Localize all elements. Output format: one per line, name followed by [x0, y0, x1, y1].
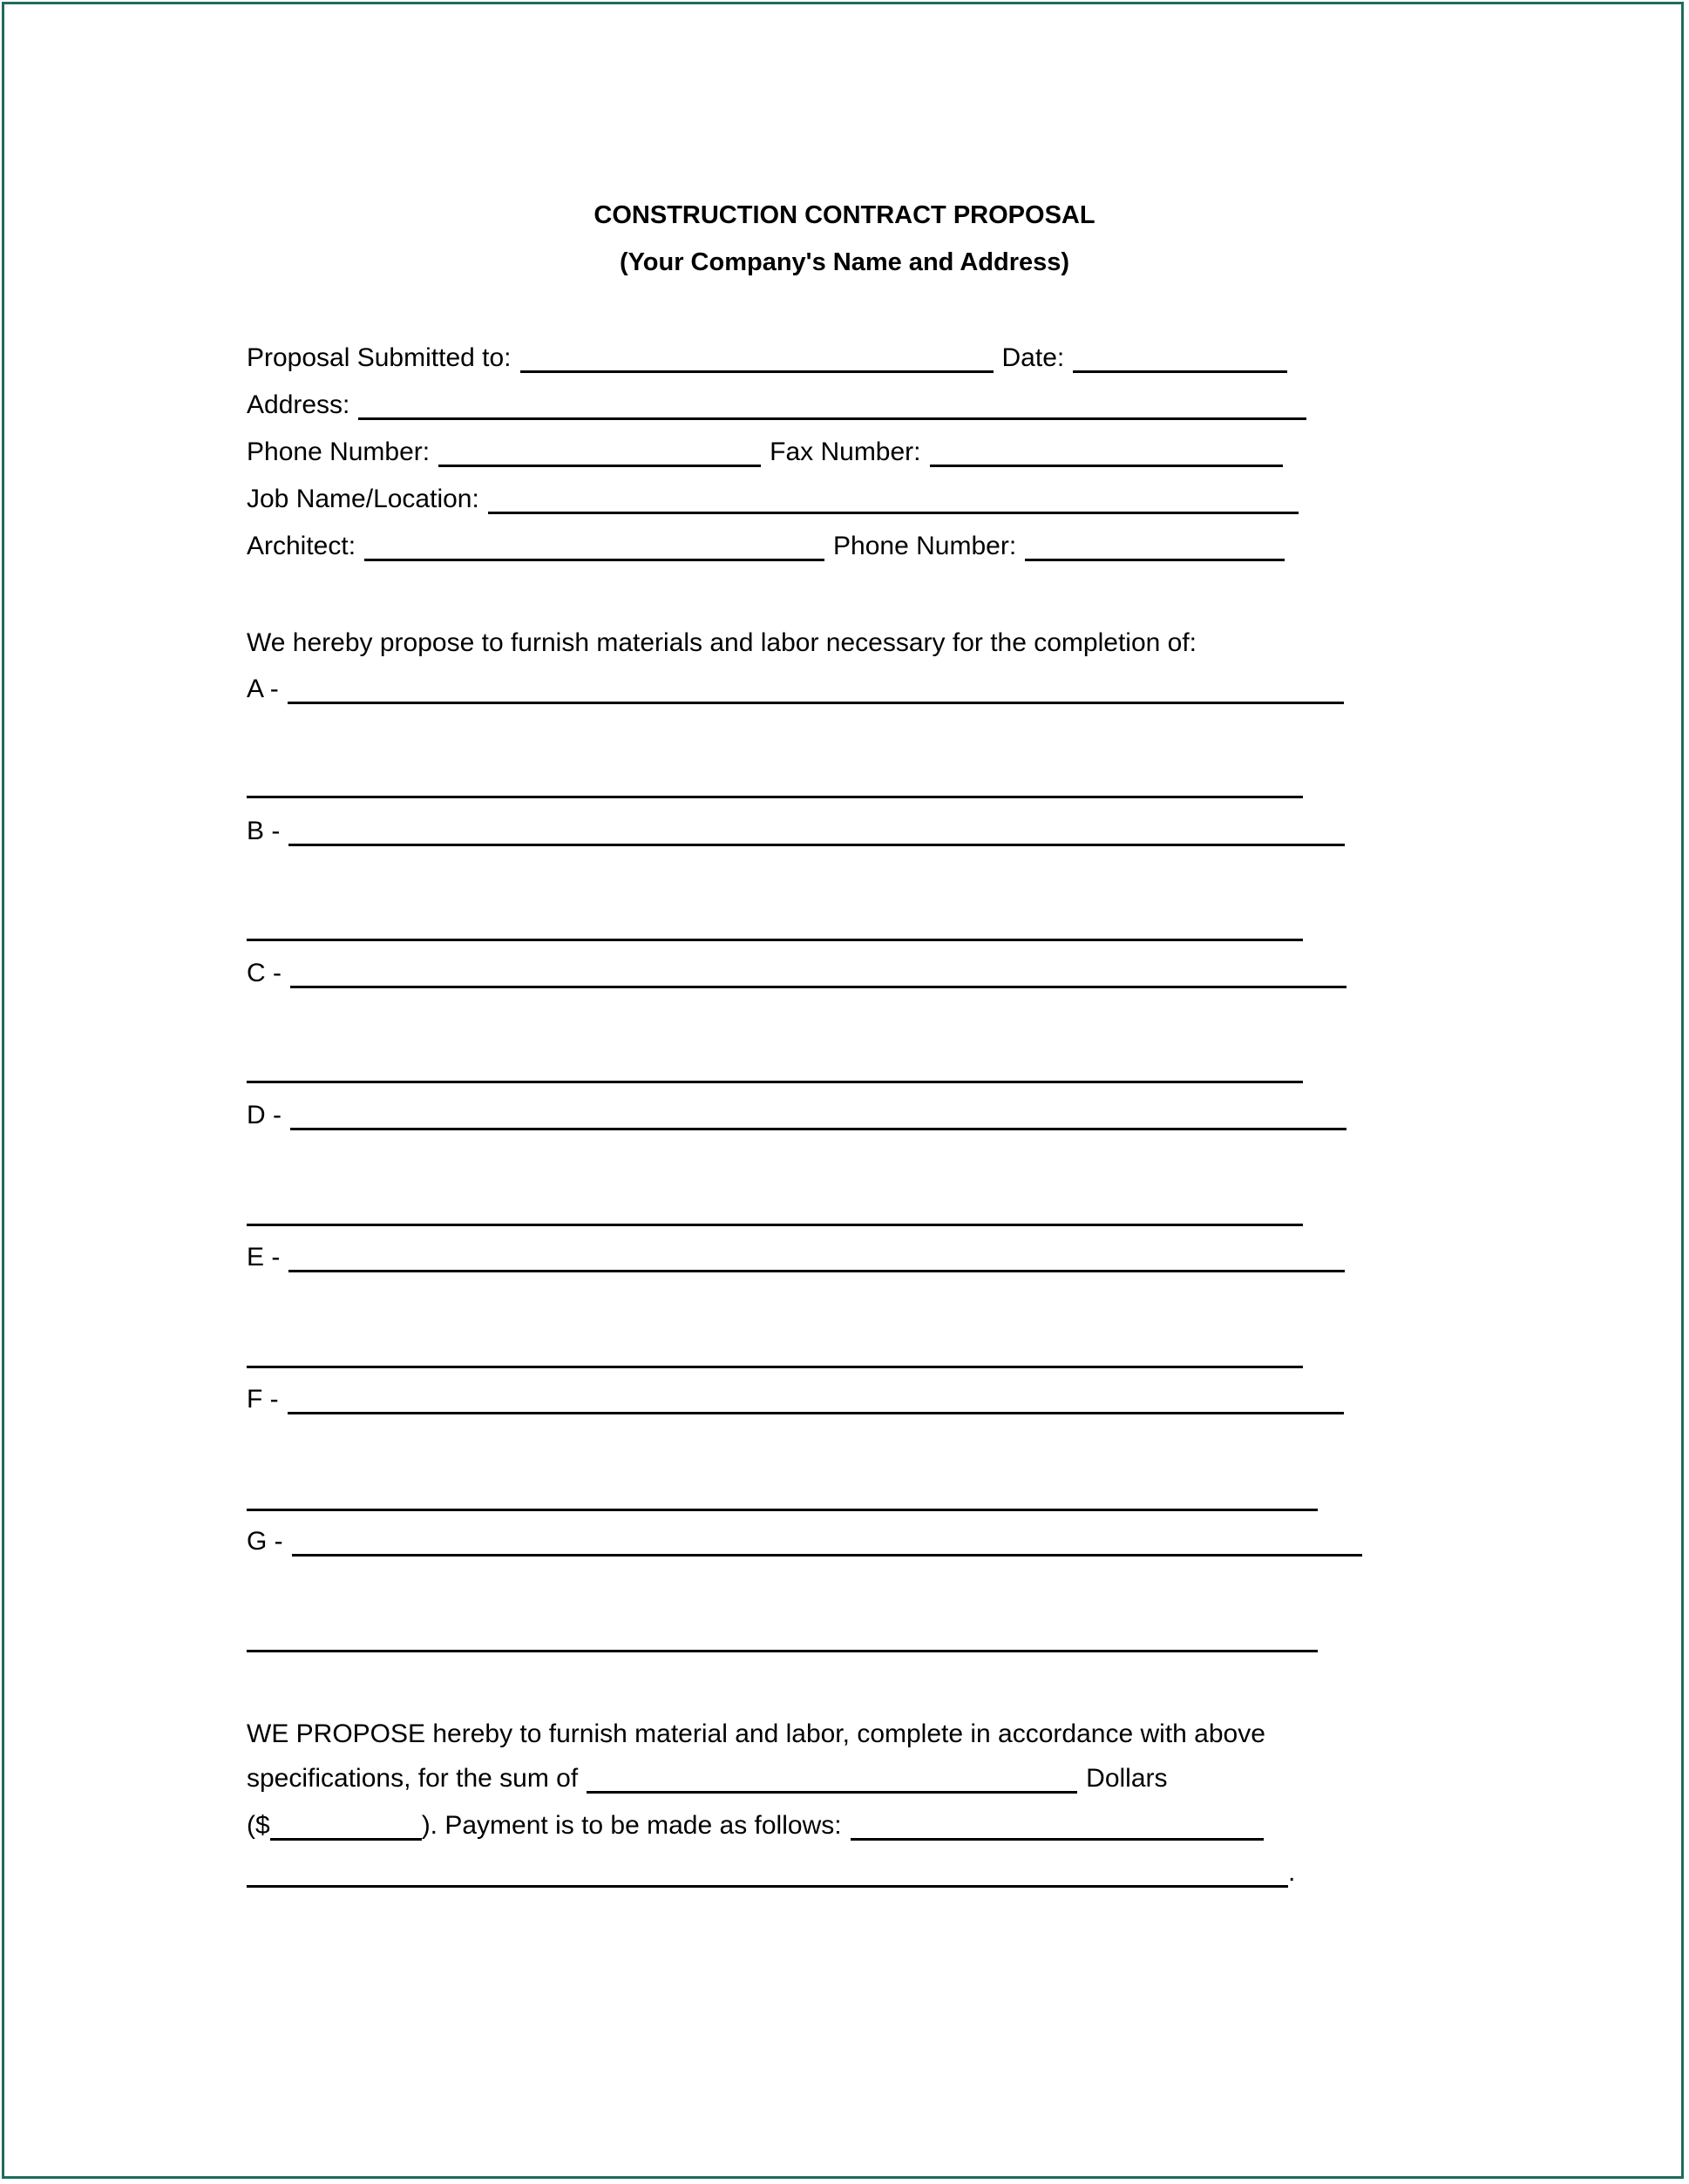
proposal-amount-field[interactable] — [270, 1836, 422, 1841]
proposal-sum-label: specifications, for the sum of — [247, 1764, 579, 1793]
address-label: Address: — [247, 390, 350, 419]
architect-label: Architect: — [247, 532, 356, 560]
scope-item-label: D - — [247, 1101, 282, 1129]
proposal-sum-field[interactable] — [587, 1789, 1077, 1794]
scope-item-label: F - — [247, 1385, 279, 1414]
scope-item-d — [247, 1094, 1346, 1132]
scope-item-g — [247, 1520, 1362, 1558]
scope-item-label: E - — [247, 1243, 281, 1272]
scope-item-label: A - — [247, 675, 279, 703]
row-job-location — [247, 478, 1299, 516]
scope-item-c — [247, 952, 1346, 990]
scope-item-e — [247, 1236, 1345, 1274]
scope-item-a-field-2[interactable] — [247, 796, 1303, 798]
date-field[interactable] — [1073, 369, 1287, 373]
document-title: CONSTRUCTION CONTRACT PROPOSAL — [594, 201, 1095, 229]
proposal-submitted-to-label: Proposal Submitted to: — [247, 343, 512, 372]
scope-item-label: B - — [247, 817, 281, 845]
proposal-payment-field-2[interactable] — [247, 1883, 1288, 1888]
architect-phone-number-label: Phone Number: — [833, 532, 1017, 560]
job-name-location-field[interactable] — [488, 510, 1299, 514]
architect-field[interactable] — [364, 557, 824, 561]
proposal-submitted-to-field[interactable] — [520, 369, 994, 373]
scope-item-label: C - — [247, 959, 282, 987]
proposal-payment-label: ). Payment is to be made as follows: — [421, 1811, 842, 1840]
scope-item-f-field-2[interactable] — [247, 1509, 1318, 1511]
scope-item-label: G - — [247, 1527, 283, 1556]
proposal-payment-field[interactable] — [851, 1836, 1264, 1841]
proposal-dollars-label: Dollars — [1086, 1764, 1168, 1793]
scope-item-g-field-2[interactable] — [247, 1650, 1318, 1652]
scope-item-f — [247, 1378, 1344, 1416]
proposal-amount-prefix: ($ — [247, 1811, 270, 1840]
scope-item-d-field-1[interactable] — [290, 1126, 1346, 1130]
scope-item-f-field-1[interactable] — [288, 1410, 1344, 1414]
scope-item-a-field-1[interactable] — [288, 700, 1344, 704]
row-phone-fax — [247, 431, 1283, 469]
date-label: Date: — [1001, 343, 1065, 372]
scope-item-b-field-1[interactable] — [288, 842, 1345, 846]
document-subtitle: (Your Company's Name and Address) — [619, 248, 1070, 276]
scope-item-a — [247, 668, 1344, 706]
scope-item-e-field-1[interactable] — [288, 1268, 1345, 1272]
proposal-line-end: . — [1288, 1858, 1296, 1887]
fax-number-field[interactable] — [930, 463, 1283, 467]
scope-item-g-field-1[interactable] — [292, 1552, 1362, 1557]
fax-number-label: Fax Number: — [770, 437, 921, 466]
scope-item-c-field-2[interactable] — [247, 1081, 1303, 1083]
row-proposal-submitted — [247, 336, 1287, 375]
scope-item-b — [247, 810, 1345, 848]
phone-number-label: Phone Number: — [247, 437, 431, 466]
proposal-line-4 — [247, 1851, 1295, 1889]
scope-item-d-field-2[interactable] — [247, 1224, 1303, 1226]
proposal-line-2 — [247, 1757, 1168, 1795]
scope-intro: We hereby propose to furnish materials and labor necessary for the completion of: — [247, 628, 1197, 657]
row-address — [247, 383, 1306, 422]
architect-phone-number-field[interactable] — [1025, 557, 1285, 561]
phone-number-field[interactable] — [438, 463, 761, 467]
proposal-line-3 — [247, 1804, 1264, 1842]
scope-item-e-field-2[interactable] — [247, 1366, 1303, 1368]
job-name-location-label: Job Name/Location: — [247, 485, 479, 513]
row-architect — [247, 525, 1285, 563]
scope-item-b-field-2[interactable] — [247, 939, 1303, 941]
scope-item-c-field-1[interactable] — [290, 984, 1346, 988]
proposal-line-1: WE PROPOSE hereby to furnish material and labor, complete in accordance with above — [247, 1719, 1265, 1748]
address-field[interactable] — [358, 416, 1306, 420]
